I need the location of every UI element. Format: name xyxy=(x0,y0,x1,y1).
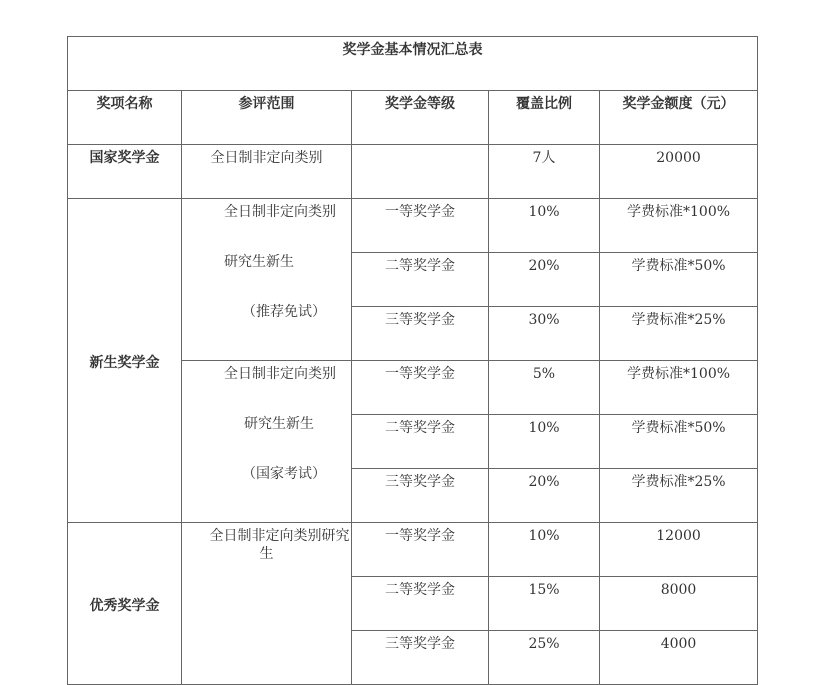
amount-cell: 4000 xyxy=(600,631,758,685)
grade-cell: 二等奖学金 xyxy=(352,415,489,469)
header-ratio: 覆盖比例 xyxy=(489,91,600,145)
scope-line: 全日制非定向类别研究 xyxy=(209,528,350,544)
table-row xyxy=(68,199,758,253)
scope-cell-group-a xyxy=(182,199,352,361)
ratio-cell: 10% xyxy=(489,415,600,469)
amount-cell: 12000 xyxy=(600,523,758,577)
ratio-cell: 10% xyxy=(489,199,600,253)
award-name-national: 国家奖学金 xyxy=(68,145,182,199)
grade-cell: 二等奖学金 xyxy=(352,253,489,307)
header-amount: 奖学金额度（元） xyxy=(600,91,758,145)
scope-cell-group-b xyxy=(182,361,352,523)
ratio-cell: 15% xyxy=(489,577,600,631)
amount-cell: 学费标准*25% xyxy=(600,469,758,523)
header-grade: 奖学金等级 xyxy=(352,91,489,145)
amount-cell: 20000 xyxy=(600,145,758,199)
amount-cell: 学费标准*100% xyxy=(600,361,758,415)
amount-cell: 学费标准*50% xyxy=(600,415,758,469)
ratio-cell: 20% xyxy=(489,469,600,523)
grade-cell: 一等奖学金 xyxy=(352,199,489,253)
scope-cell-excellent xyxy=(182,523,352,685)
ratio-cell: 25% xyxy=(489,631,600,685)
grade-cell: 一等奖学金 xyxy=(352,361,489,415)
scope-line: 全日制非定向类别 xyxy=(224,204,336,220)
amount-cell: 学费标准*50% xyxy=(600,253,758,307)
scholarship-table xyxy=(67,36,758,685)
ratio-cell: 7人 xyxy=(489,145,600,199)
award-name-freshman: 新生奖学金 xyxy=(68,199,182,523)
header-award-name: 奖项名称 xyxy=(68,91,182,145)
ratio-cell: 30% xyxy=(489,307,600,361)
header-row xyxy=(68,91,758,145)
ratio-cell: 10% xyxy=(489,523,600,577)
amount-cell: 8000 xyxy=(600,577,758,631)
header-scope: 参评范围 xyxy=(182,91,352,145)
grade-cell: 二等奖学金 xyxy=(352,577,489,631)
award-name-excellent: 优秀奖学金 xyxy=(68,523,182,685)
ratio-cell: 20% xyxy=(489,253,600,307)
grade-cell: 三等奖学金 xyxy=(352,307,489,361)
grade-cell: 一等奖学金 xyxy=(352,523,489,577)
ratio-cell: 5% xyxy=(489,361,600,415)
scope-line: （推荐免试） xyxy=(242,304,326,320)
table-row xyxy=(68,145,758,199)
scope-line: 研究生新生 xyxy=(244,416,314,432)
scope-line: （国家考试） xyxy=(242,466,326,482)
amount-cell: 学费标准*25% xyxy=(600,307,758,361)
table-row xyxy=(68,523,758,577)
grade-cell: 三等奖学金 xyxy=(352,469,489,523)
amount-cell: 学费标准*100% xyxy=(600,199,758,253)
table-title: 奖学金基本情况汇总表 xyxy=(68,37,758,91)
scope-line: 生 xyxy=(259,546,274,562)
scope-line: 全日制非定向类别 xyxy=(224,366,336,382)
scope-cell: 全日制非定向类别 xyxy=(182,145,352,199)
grade-cell: 三等奖学金 xyxy=(352,631,489,685)
grade-cell xyxy=(352,145,489,199)
scope-line: 研究生新生 xyxy=(224,254,294,270)
